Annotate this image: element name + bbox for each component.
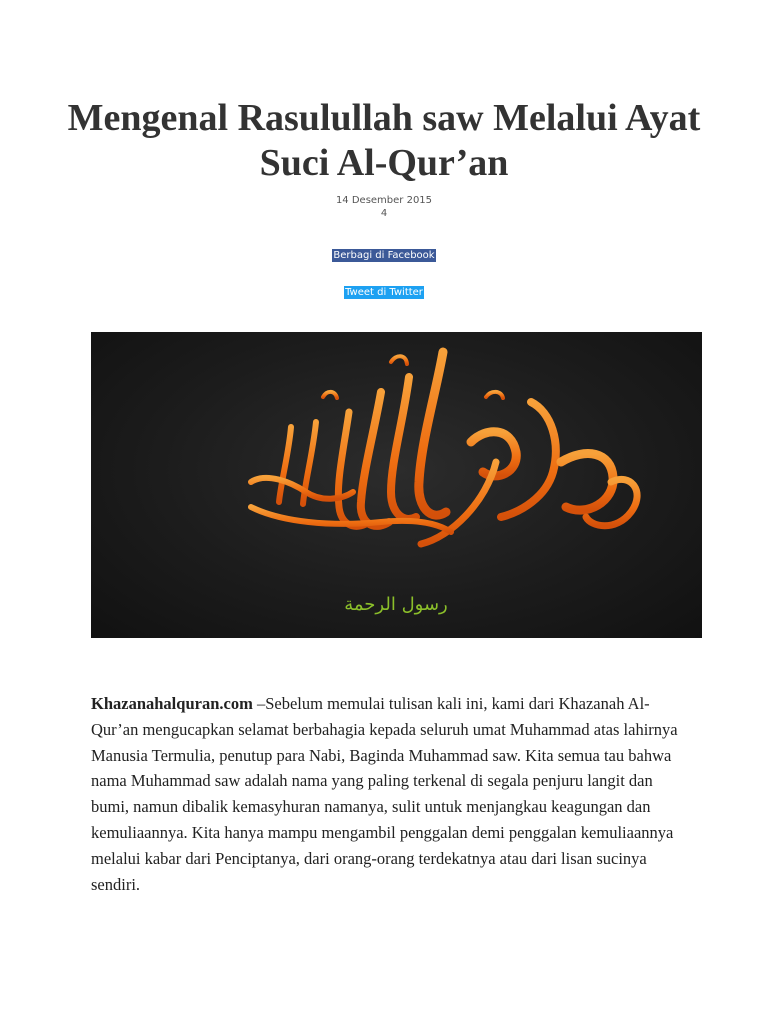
article-date: 14 Desember 2015 [335,195,433,206]
article-paragraph: –Sebelum memulai tulisan kali ini, kami dari Khazanah Al-Qur’an mengucapkan selamat berbahagia kepada seluruh umat Muhammad atas lahirnya Manusia Termulia, penutup para Nabi, Baginda Muhammad saw. Kita semua tau bahwa nama Muhammad saw adalah nama yang paling terkenal di segala penjuru langit dan bumi, namun dibalik kemasyhuran namanya, sulit untuk menjangkau keagungan dan kemuliaannya. Kita hanya mampu mengambil penggalan demi penggalan kemuliaannya melalui kabar dari Penciptanya, dari orang-orang terdekatnya atau dari lisan sucinya sendiri. [91,694,678,894]
calligraphy-strokes [251,352,637,544]
calligraphy-artwork [91,332,702,638]
hero-image [91,332,702,638]
share-twitter [234,287,534,298]
share-twitter-button[interactable]: Tweet di Twitter [345,287,423,298]
share-facebook [234,250,534,261]
article-source: Khazanahalquran.com [91,694,253,713]
article-title: Mengenal Rasulullah saw Melalui Ayat Suci Al-Qur’an [67,97,701,184]
article-body [91,691,691,897]
calligraphy-subtitle: رسول الرحمة [344,594,448,615]
comment-count[interactable]: 4 [380,208,388,219]
share-facebook-button[interactable]: Berbagi di Facebook [333,250,435,261]
